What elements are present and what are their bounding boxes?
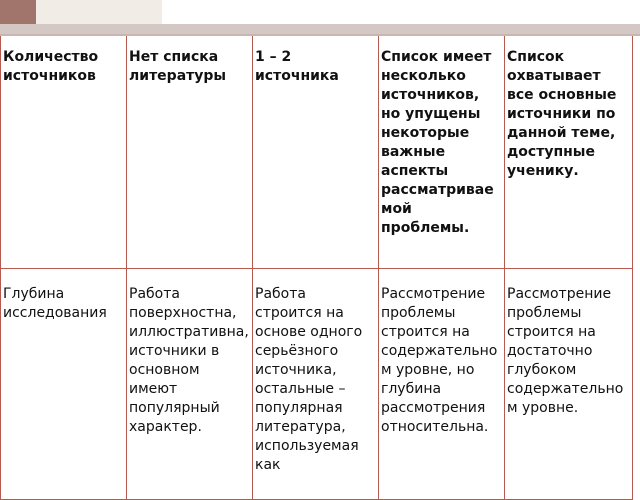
rubric-table (0, 36, 633, 500)
decor-strip (0, 24, 640, 34)
header-row (1, 36, 633, 269)
table-row (1, 269, 633, 500)
cell-level-2: Рассмотрение проблемы строится на содержательном уровне, но глубина рассмотрения относительна. (379, 269, 505, 500)
header-cell-level-3: Список охватывает все основные источники по данной теме, доступные ученику. (505, 36, 633, 269)
header-cell-level-0: Нет списка литературы (127, 36, 253, 269)
row-label-depth: Глубина исследования (1, 269, 127, 500)
header-cell-level-1: 1 – 2 источника (253, 36, 379, 269)
cell-level-1: Работа строится на основе одного серьёзного источника, остальные – популярная литература, используемая как (253, 269, 379, 500)
decor-bar-dark (0, 0, 36, 24)
header-cell-criterion: Количество источников (1, 36, 127, 269)
cell-level-0: Работа поверхностна, иллюстративна, источники в основном имеют популярный характер. (127, 269, 253, 500)
header-cell-level-2: Список имеет несколько источников, но упущены некоторые важные аспекты рассматриваемой проблемы. (379, 36, 505, 269)
decor-bar-light (36, 0, 162, 24)
cell-level-3: Рассмотрение проблемы строится на достаточно глубоком содержательном уровне. (505, 269, 633, 500)
